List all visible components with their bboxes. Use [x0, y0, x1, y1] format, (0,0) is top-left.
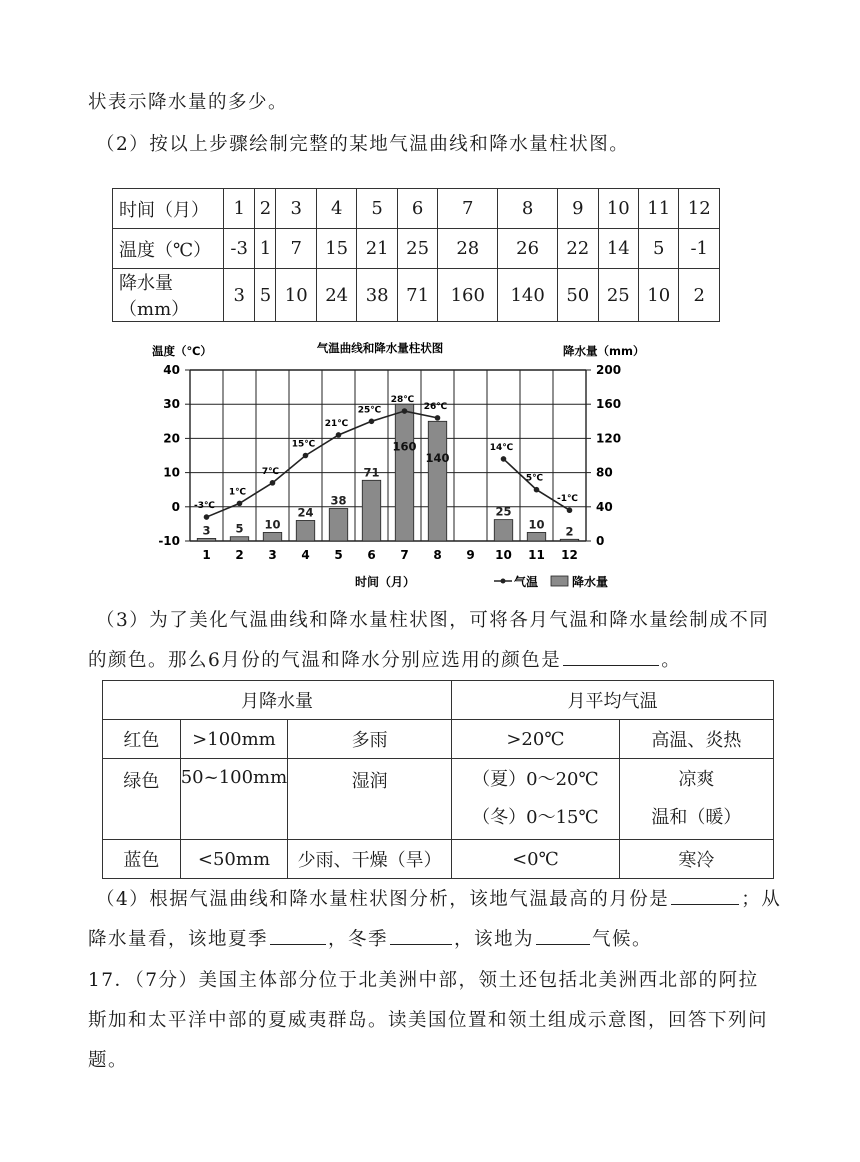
x-tick-label: 2 — [235, 548, 244, 562]
feel-cell — [619, 759, 773, 840]
table-cell: 10 — [276, 269, 316, 322]
table-cell: 160 — [438, 269, 498, 322]
table-cell: 8 — [498, 189, 558, 229]
table-cell: 7 — [276, 229, 316, 269]
q4-part-d: 气候。 — [592, 929, 653, 950]
temperature-label: 28℃ — [390, 395, 415, 406]
table-cell: 5 — [639, 229, 679, 269]
precip-label: 10 — [528, 517, 545, 532]
x-tick-label: 11 — [528, 548, 545, 562]
table-cell: 50 — [558, 269, 598, 322]
legend-dot-icon — [501, 579, 506, 584]
table-cell: 71 — [397, 269, 437, 322]
precip-label: 3 — [202, 523, 211, 538]
precip-bar — [296, 520, 314, 541]
question-3-end: 。 — [661, 650, 682, 671]
table-cell: -1 — [679, 229, 720, 269]
answer-blank[interactable] — [536, 926, 590, 945]
precip-label: 25 — [495, 504, 512, 519]
x-tick-label: 9 — [466, 548, 475, 562]
color-legend-table — [102, 680, 774, 879]
table-cell: 22 — [558, 229, 598, 269]
climate-data-table — [112, 188, 720, 322]
header-monthly-temp: 月平均气温 — [452, 681, 774, 720]
table-row-months — [113, 189, 720, 229]
table-cell: 26 — [498, 229, 558, 269]
table-cell: 25 — [397, 229, 437, 269]
x-tick-label: 12 — [561, 548, 578, 562]
temperature-point — [402, 408, 408, 414]
table-row-green — [103, 759, 774, 840]
table-cell: 9 — [558, 189, 598, 229]
table-cell: 7 — [438, 189, 498, 229]
text-line-1: 状表示降水量的多少。 — [88, 92, 289, 113]
temperature-point — [336, 432, 342, 438]
precip-label: 140 — [425, 450, 450, 465]
color-cell: 绿色 — [103, 759, 181, 840]
x-tick-label: 5 — [334, 548, 343, 562]
precip-bar — [329, 509, 347, 541]
table-row-red — [103, 720, 774, 759]
temperature-label: 7℃ — [261, 466, 280, 477]
left-tick-label: 30 — [163, 397, 180, 412]
table-cell: 15 — [316, 229, 356, 269]
table-cell: 3 — [224, 269, 255, 322]
temperature-point — [204, 514, 210, 520]
x-tick-label: 6 — [367, 548, 376, 562]
legend-temp-label: 气温 — [514, 575, 539, 589]
right-tick-label: 40 — [596, 499, 613, 514]
desc-cell: 湿润 — [288, 759, 452, 840]
answer-blank[interactable] — [671, 886, 739, 905]
table-cell: 12 — [679, 189, 720, 229]
precip-bar — [230, 537, 248, 541]
precip-label: 71 — [363, 465, 380, 480]
precip-bar — [395, 404, 413, 541]
x-tick-label: 3 — [268, 548, 277, 562]
chart-grid — [185, 370, 591, 541]
table-cell: 2 — [255, 189, 276, 229]
question-4-line-1 — [96, 885, 781, 911]
question-3-line-1: （3）为了美化气温曲线和降水量柱状图，可将各月气温和降水量绘制成不同 — [96, 610, 770, 631]
temperature-label: -3℃ — [194, 501, 215, 512]
right-axis-title: 降水量（mm） — [563, 344, 645, 358]
table-header-temp: 温度（℃） — [113, 229, 224, 269]
x-tick-label: 4 — [301, 548, 310, 562]
table-cell: 5 — [255, 269, 276, 322]
precip-label: 24 — [297, 505, 314, 520]
table-cell: 11 — [639, 189, 679, 229]
right-tick-label: 160 — [596, 397, 622, 412]
table-header-time: 时间（月） — [113, 189, 224, 229]
precip-label: 5 — [235, 521, 244, 536]
temperature-point — [501, 456, 507, 462]
temperature-label: 1℃ — [228, 487, 247, 498]
question-17-line-2: 斯加和太平洋中部的夏威夷群岛。读美国位置和领土组成示意图，回答下列问 — [88, 1010, 769, 1031]
temp-winter: （冬）0～15℃ — [472, 807, 599, 828]
chart-title: 气温曲线和降水量柱状图 — [316, 341, 444, 355]
chart-labels — [158, 363, 621, 562]
temperature-point — [435, 415, 441, 421]
left-tick-label: 0 — [171, 499, 180, 514]
temperature-point — [237, 501, 243, 507]
table-cell: 10 — [598, 189, 638, 229]
left-tick-label: 20 — [163, 431, 180, 446]
precip-label: 38 — [330, 493, 347, 508]
x-tick-label: 7 — [400, 548, 409, 562]
right-tick-label: 120 — [596, 431, 622, 446]
precip-bar — [494, 520, 512, 541]
feel-cell: 寒冷 — [619, 840, 773, 879]
feel-summer: 凉爽 — [678, 769, 715, 790]
temp-cell: <0℃ — [452, 840, 620, 879]
temperature-point — [369, 419, 375, 425]
legend-bar-icon — [551, 576, 568, 586]
range-cell: <50mm — [180, 840, 287, 879]
table-header-precip: 降水量（mm） — [113, 269, 224, 322]
table-cell: -3 — [224, 229, 255, 269]
left-tick-label: -10 — [158, 534, 180, 548]
answer-blank[interactable] — [563, 647, 659, 666]
temperature-point — [534, 487, 540, 493]
temperature-label: 5℃ — [525, 473, 544, 484]
range-cell: >100mm — [180, 720, 287, 759]
temperature-point — [303, 453, 309, 459]
feel-winter: 温和（暖） — [651, 807, 742, 828]
table-row-precip — [113, 269, 720, 322]
temperature-point — [270, 480, 276, 486]
right-tick-label: 80 — [596, 465, 613, 480]
table-cell: 4 — [316, 189, 356, 229]
table-cell: 1 — [224, 189, 255, 229]
temp-cell — [452, 759, 620, 840]
x-tick-label: 10 — [495, 548, 512, 562]
table-cell: 6 — [397, 189, 437, 229]
temperature-label: 25℃ — [357, 405, 382, 416]
precip-bar — [527, 532, 545, 541]
table-cell: 140 — [498, 269, 558, 322]
temp-summer: （夏）0～20℃ — [472, 769, 599, 790]
table-cell: 38 — [357, 269, 397, 322]
x-axis-title: 时间（月） — [354, 575, 416, 589]
table-cell: 1 — [255, 229, 276, 269]
table-cell: 2 — [679, 269, 720, 322]
precip-bar — [428, 421, 446, 541]
table-cell: 5 — [357, 189, 397, 229]
desc-cell: 多雨 — [288, 720, 452, 759]
question-4-end: ；从 — [741, 889, 782, 910]
climate-chart — [140, 332, 660, 594]
table-cell: 24 — [316, 269, 356, 322]
temperature-label: -1℃ — [557, 494, 578, 505]
table-cell: 21 — [357, 229, 397, 269]
desc-cell: 少雨、干燥（旱） — [288, 840, 452, 879]
header-monthly-precip: 月降水量 — [103, 681, 452, 720]
table-cell: 25 — [598, 269, 638, 322]
feel-cell: 高温、炎热 — [619, 720, 773, 759]
temperature-label: 26℃ — [423, 401, 448, 412]
question-4-line-2 — [88, 925, 652, 951]
table-cell: 3 — [276, 189, 316, 229]
question-3-line-2 — [88, 646, 681, 672]
temperature-point — [567, 507, 573, 513]
left-axis-title: 温度（℃） — [152, 344, 212, 358]
question-17-line-1: 17．（7分）美国主体部分位于北美洲中部，领土还包括北美洲西北部的阿拉 — [88, 970, 759, 991]
left-tick-label: 10 — [163, 465, 180, 480]
x-tick-label: 1 — [202, 548, 211, 562]
precip-bar — [263, 532, 281, 541]
temperature-label: 14℃ — [489, 442, 514, 453]
color-cell: 红色 — [103, 720, 181, 759]
x-tick-label: 8 — [433, 548, 442, 562]
left-tick-label: 40 — [163, 363, 180, 377]
precip-bar — [197, 538, 215, 541]
q4-part-c: ，该地为 — [454, 929, 535, 950]
table-row-header — [103, 681, 774, 720]
question-2-text: （2）按以上步骤绘制完整的某地气温曲线和降水量柱状图。 — [96, 134, 630, 155]
legend-precip-label: 降水量 — [572, 575, 609, 589]
table-cell: 28 — [438, 229, 498, 269]
table-row-temps — [113, 229, 720, 269]
range-cell: 50~100mm — [180, 759, 287, 840]
right-tick-label: 0 — [596, 534, 605, 548]
precip-label: 2 — [565, 524, 574, 539]
precip-label: 160 — [392, 439, 417, 454]
q4-part-a: 降水量看，该地夏季 — [88, 929, 269, 950]
precip-bar — [362, 480, 380, 541]
q4-part-b: ，冬季 — [328, 929, 389, 950]
chart-legend — [494, 574, 608, 589]
temp-cell: >20℃ — [452, 720, 620, 759]
temperature-label: 15℃ — [291, 439, 316, 450]
question-4-text: （4）根据气温曲线和降水量柱状图分析，该地气温最高的月份是 — [96, 889, 670, 910]
precip-label: 10 — [264, 517, 281, 532]
answer-blank[interactable] — [270, 926, 326, 945]
question-3-text: 的颜色。那么6月份的气温和降水分别应选用的颜色是 — [88, 650, 562, 671]
table-cell: 14 — [598, 229, 638, 269]
table-cell: 10 — [639, 269, 679, 322]
table-row-blue — [103, 840, 774, 879]
precip-bar — [560, 539, 578, 541]
temperature-label: 21℃ — [324, 418, 349, 429]
right-tick-label: 200 — [596, 363, 622, 377]
answer-blank[interactable] — [390, 926, 452, 945]
color-cell: 蓝色 — [103, 840, 181, 879]
question-17-line-3: 题。 — [88, 1050, 129, 1071]
